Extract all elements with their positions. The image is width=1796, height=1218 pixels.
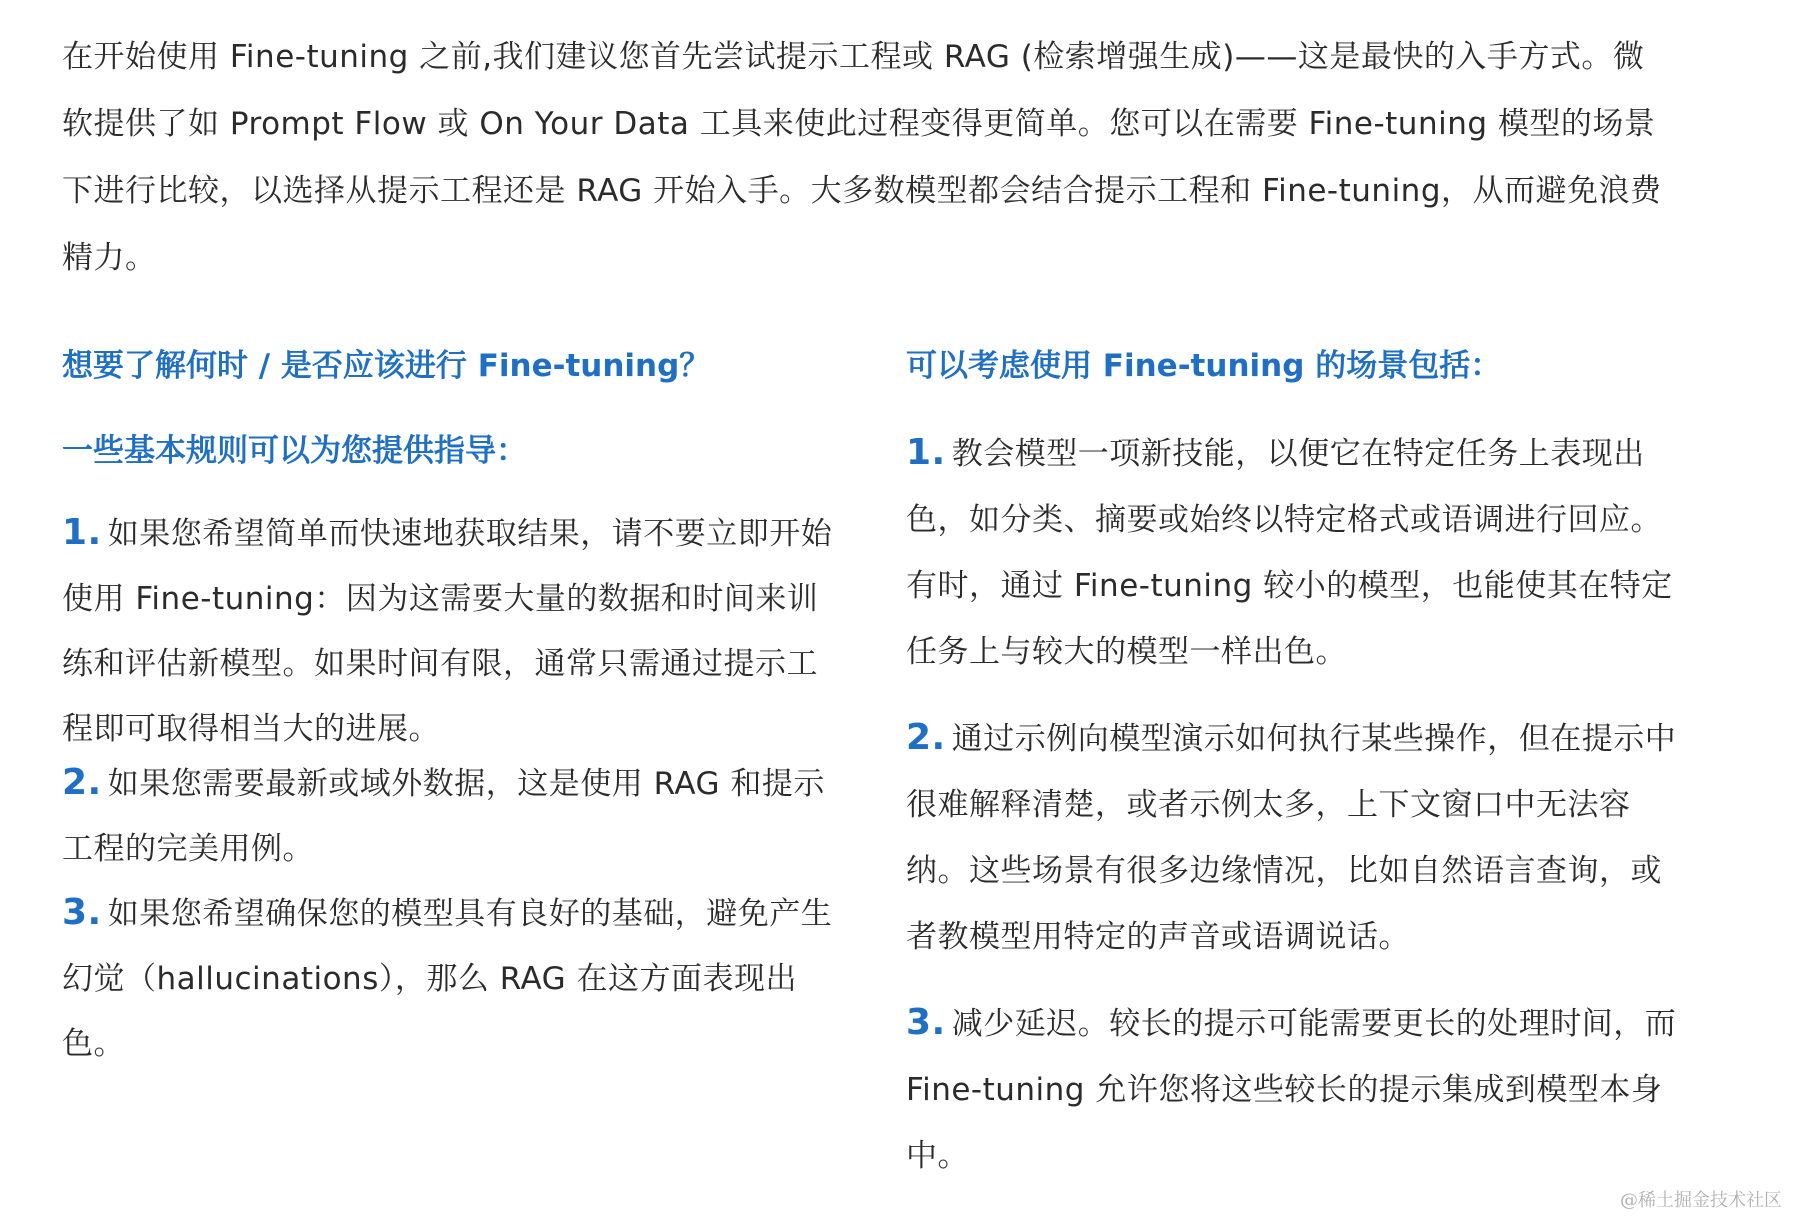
- right-item-2: [906, 705, 1678, 970]
- right-heading-scenarios: 可以考虑使用 Fine-tuning 的场景包括：: [906, 348, 1502, 384]
- item-number: 3.: [62, 892, 102, 933]
- right-item-3: [906, 990, 1678, 1189]
- left-item-2: [62, 750, 834, 882]
- item-text: 如果您需要最新或域外数据，这是使用 RAG 和提示工程的完美用例。: [62, 766, 825, 867]
- item-number: 2.: [62, 762, 102, 803]
- item-text: 教会模型一项新技能，以便它在特定任务上表现出色，如分类、摘要或始终以特定格式或语调进行回应。有时，通过 Fine-tuning 较小的模型，也能使其在特定任务上与较大的模型一样出色。: [906, 436, 1673, 670]
- watermark: @稀土掘金技术社区: [1620, 1190, 1782, 1211]
- item-text: 如果您希望确保您的模型具有良好的基础，避免产生幻觉（hallucinations），那么 RAG 在这方面表现出色。: [62, 896, 833, 1062]
- left-heading-rules: 一些基本规则可以为您提供指导：: [62, 433, 527, 469]
- item-number: 3.: [906, 1002, 946, 1043]
- item-number: 2.: [906, 717, 946, 758]
- left-item-3: [62, 880, 834, 1077]
- item-text: 减少延迟。较长的提示可能需要更长的处理时间，而 Fine-tuning 允许您将这些较长的提示集成到模型本身中。: [906, 1006, 1677, 1174]
- item-text: 通过示例向模型演示如何执行某些操作，但在提示中很难解释清楚，或者示例太多，上下文窗口中无法容纳。这些场景有很多边缘情况，比如自然语言查询，或者教模型用特定的声音或语调说话。: [906, 721, 1677, 955]
- left-item-1: [62, 500, 834, 762]
- left-heading-when: 想要了解何时 / 是否应该进行 Fine-tuning？: [62, 348, 711, 384]
- right-item-1: [906, 420, 1678, 685]
- item-number: 1.: [62, 512, 102, 553]
- item-number: 1.: [906, 432, 946, 473]
- intro-paragraph: 在开始使用 Fine-tuning 之前,我们建议您首先尝试提示工程或 RAG (检索增强生成)——这是最快的入手方式。微软提供了如 Prompt Flow 或 On Your Data 工具来使此过程变得更简单。您可以在需要 Fine-tuning 模型的场景下进行比较，以选择从提示工程还是 RAG 开始入手。大多数模型都会结合提示工程和 Fine-tuning，从而避免浪费精力。: [62, 39, 1662, 276]
- item-text: 如果您希望简单而快速地获取结果，请不要立即开始使用 Fine-tuning：因为这需要大量的数据和时间来训练和评估新模型。如果时间有限，通常只需通过提示工程即可取得相当大的进展。: [62, 516, 833, 747]
